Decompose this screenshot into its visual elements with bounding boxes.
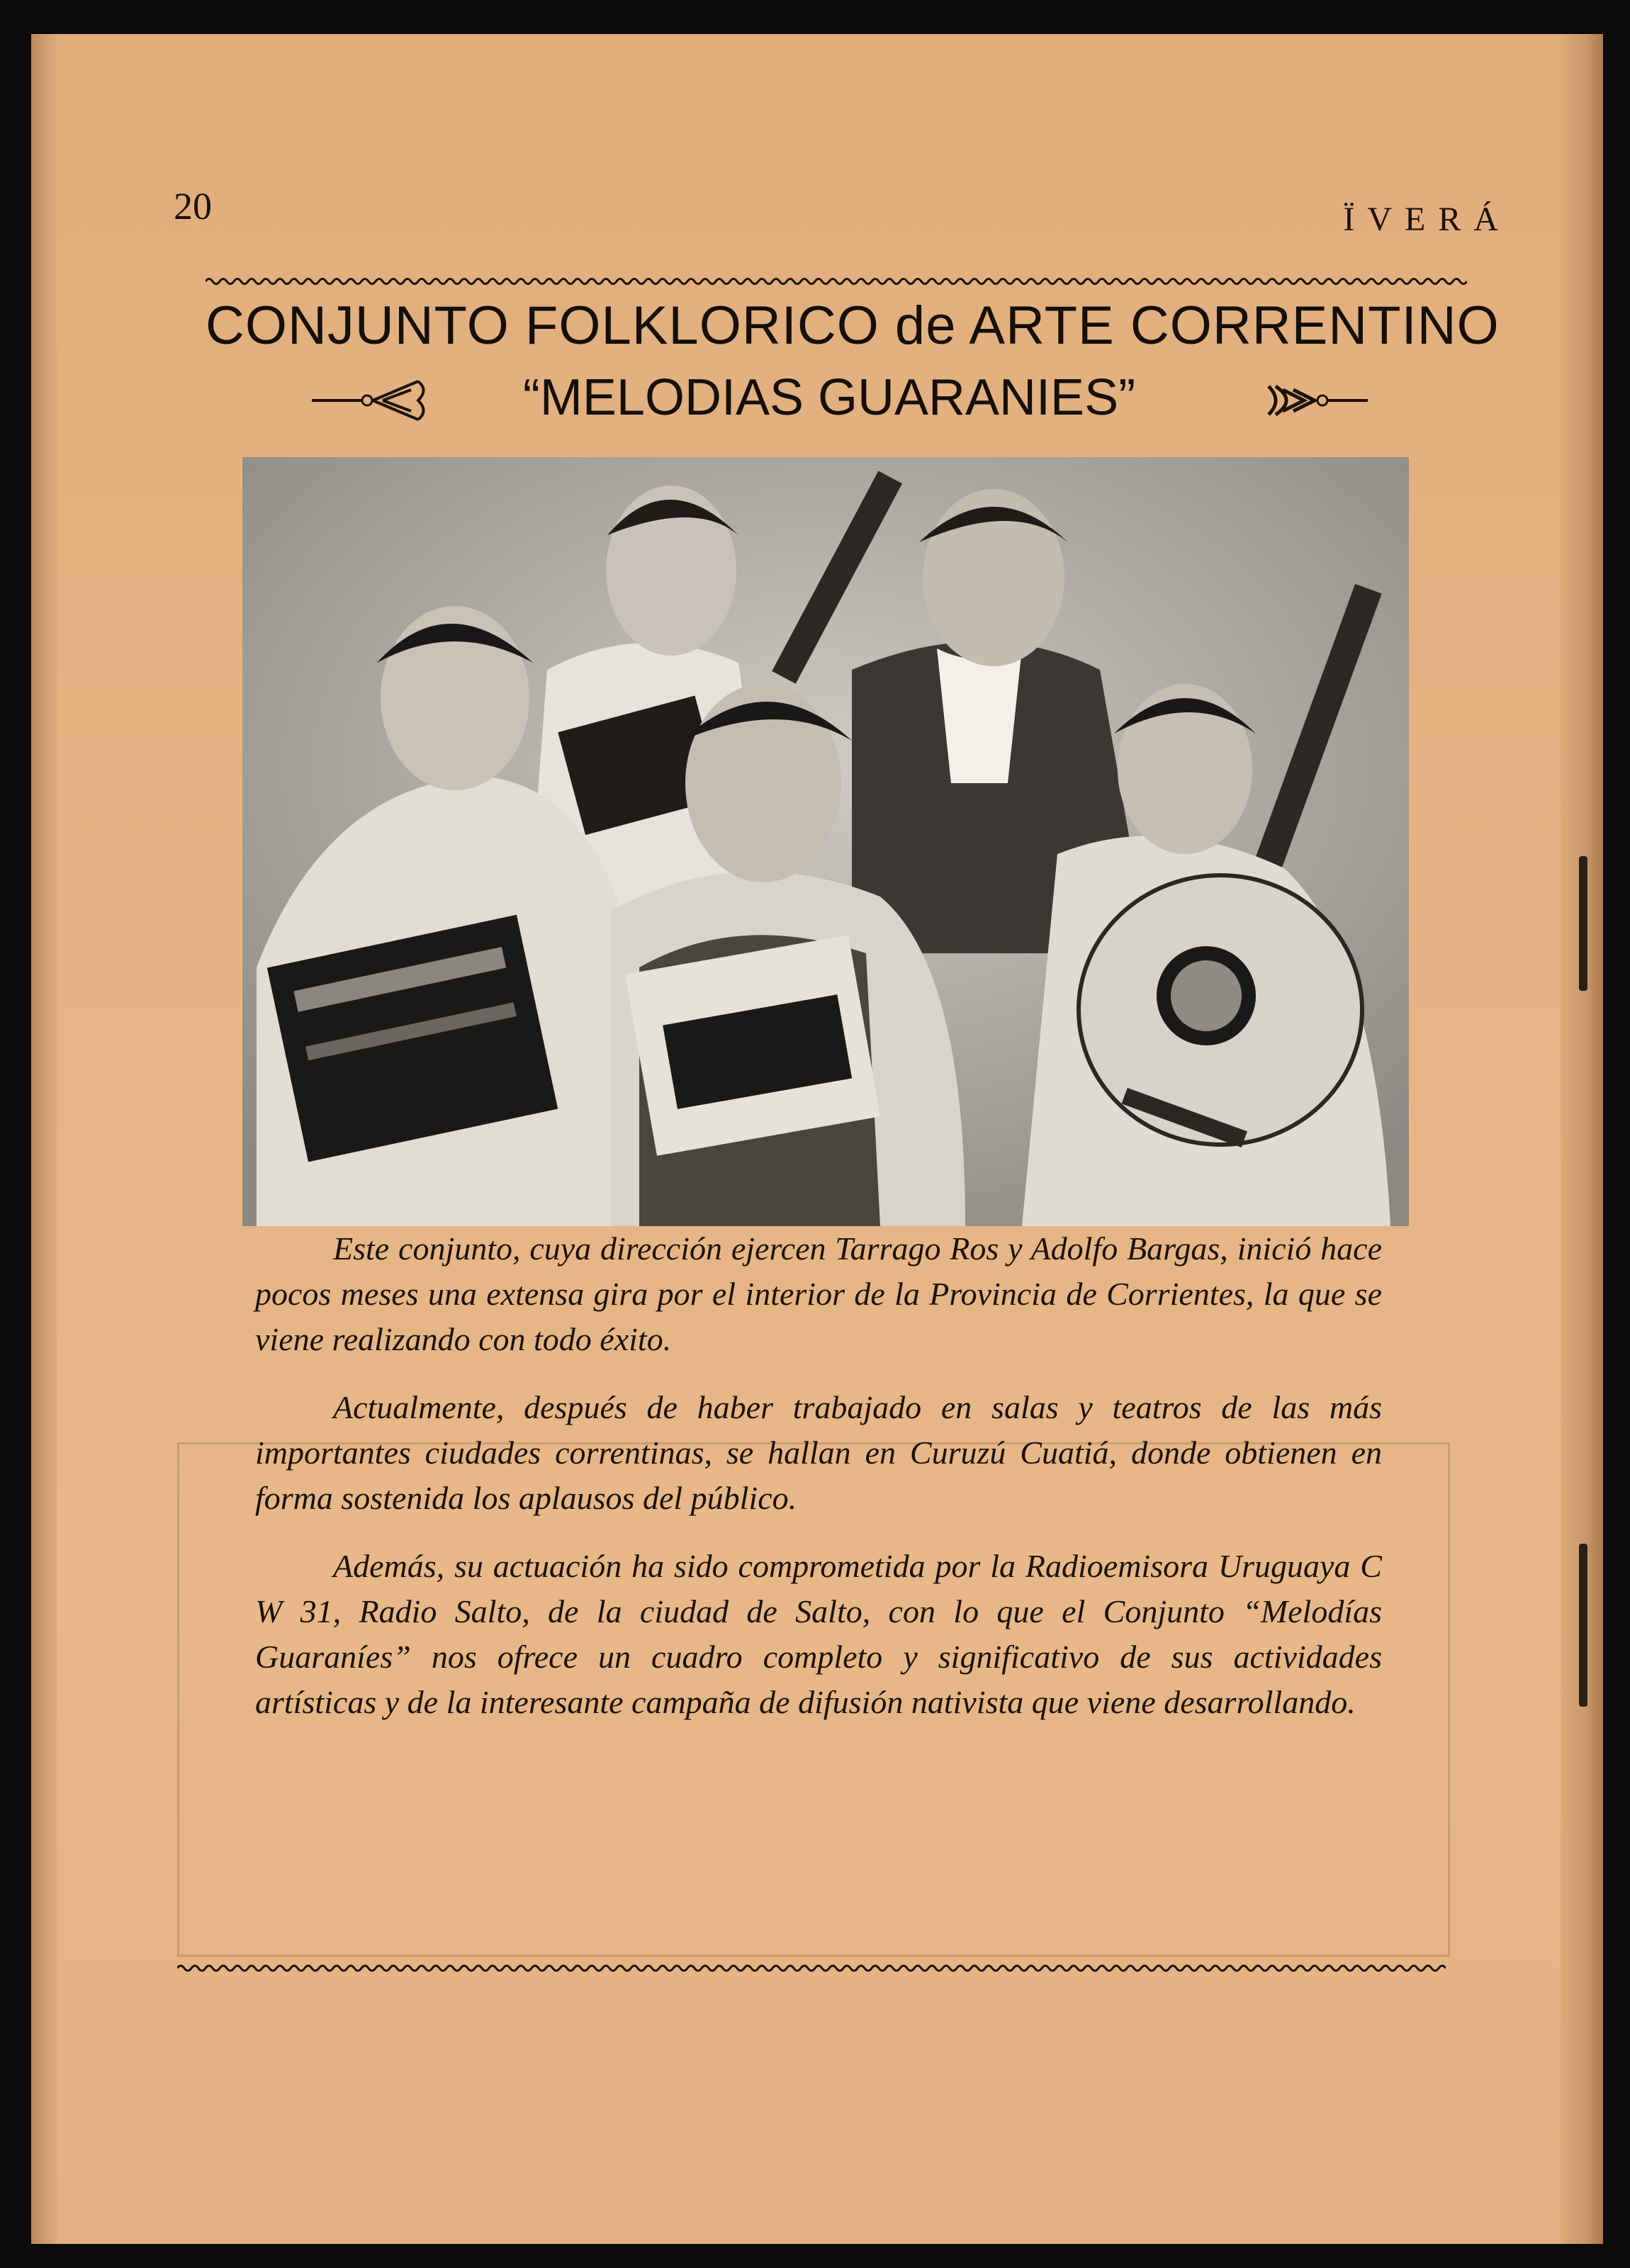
- header-wavy-rule: [206, 276, 1467, 286]
- page-fore-edge: [1561, 34, 1603, 2244]
- article-paragraph: Además, su actuación ha sido comprometida por la Radioemisora Uruguaya C W 31, Radio Salto, de la ciudad de Salto, con lo que el Conjunto “Melodías Guaraníes” nos ofrece un cuadro completo y significativo de sus actividades artísticas y de la interesante campaña de difusión nativista que viene desarrollando.: [255, 1548, 1382, 1720]
- article-paragraph: Actualmente, después de haber trabajado en salas y teatros de las más importantes ciudades correntinas, se hallan en Curuzú Cuatiá, donde obtienen en forma sostenida los aplausos del público.: [255, 1389, 1382, 1516]
- footer-wavy-rule: [177, 1963, 1446, 1973]
- binding-stitch: [1579, 856, 1587, 991]
- article-title: CONJUNTO FOLKLORICO de ARTE CORRENTINO: [206, 296, 1500, 356]
- page-spine-edge: [31, 34, 57, 2244]
- right-flourish-ornament: [1261, 376, 1368, 425]
- binding-stitch: [1579, 1544, 1587, 1707]
- left-flourish-ornament: [312, 376, 432, 425]
- article-body: [255, 1226, 1382, 1748]
- magazine-name: ÏVERÁ: [1343, 201, 1511, 238]
- band-photograph: [242, 457, 1409, 1226]
- page-number: 20: [174, 185, 212, 228]
- article-subtitle: “MELODIAS GUARANIES”: [522, 369, 1136, 426]
- article-paragraph: Este conjunto, cuya dirección ejercen Tarrago Ros y Adolfo Bargas, inició hace pocos meses una extensa gira por el interior de la Provincia de Corrientes, la que se viene realizando con todo éxito.: [255, 1230, 1382, 1357]
